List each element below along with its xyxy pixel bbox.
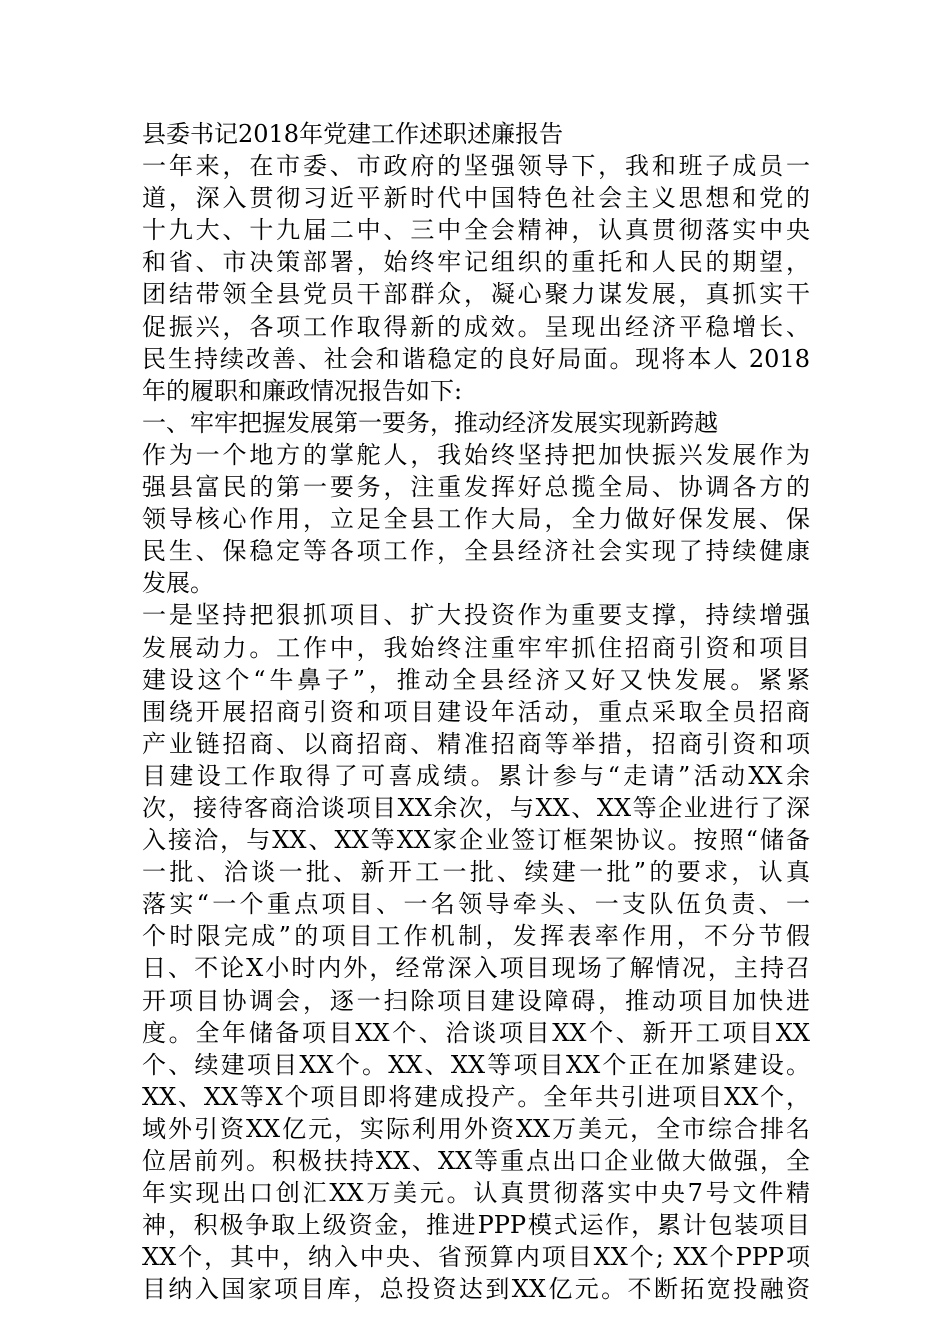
text-line: 入接洽，与XX、XX等XX家企业签订框架协议。按照“储备 (142, 826, 810, 855)
text-line: 民生、保稳定等各项工作，全县经济社会实现了持续健康 (142, 537, 810, 566)
text-line: 日、不论X小时内外，经常深入项目现场了解情况，主持召 (142, 954, 810, 983)
text-line: 个时限完成”的项目工作机制，发挥表率作用，不分节假 (142, 922, 810, 951)
text-line: 一批、洽谈一批、新开工一批、续建一批”的要求，认真 (142, 858, 810, 887)
text-line: 一年来，在市委、市政府的坚强领导下，我和班子成员一 (142, 152, 810, 181)
text-line: 十九大、十九届二中、三中全会精神，认真贯彻落实中央 (142, 216, 810, 245)
text-line: 年的履职和廉政情况报告如下: (142, 376, 463, 405)
text-line: 位居前列。积极扶持XX、XX等重点出口企业做大做强，全 (142, 1147, 810, 1175)
text-line: 落实“一个重点项目、一名领导牵头、一支队伍负责、一 (142, 890, 810, 919)
text-line: 神，积极争取上级资金，推进PPP模式运作，累计包装项目 (142, 1211, 810, 1240)
text-line: 建设这个“牛鼻子”，推动全县经济又好又快发展。紧紧 (142, 665, 810, 694)
text-line: 促振兴，各项工作取得新的成效。呈现出经济平稳增长、 (142, 312, 810, 341)
document-body (142, 118, 810, 1305)
document-title: 县委书记2018年党建工作述职述廉报告 (142, 120, 564, 148)
text-line: XX、XX等X个项目即将建成投产。全年共引进项目XX个， (142, 1082, 810, 1111)
text-line: 年实现出口创汇XX万美元。认真贯彻落实中央7号文件精 (142, 1179, 810, 1208)
text-line: 一是坚持把狠抓项目、扩大投资作为重要支撑，持续增强 (142, 601, 810, 630)
text-line: 作为一个地方的掌舵人，我始终坚持把加快振兴发展作为 (142, 440, 810, 469)
text-line: 一、牢牢把握发展第一要务，推动经济发展实现新跨越 (142, 408, 718, 437)
text-line: 和省、市决策部署，始终牢记组织的重托和人民的期望， (142, 248, 810, 277)
text-line: 民生持续改善、社会和谐稳定的良好局面。现将本人 2018 (142, 344, 810, 373)
text-line: 强县富民的第一要务，注重发挥好总揽全局、协调各方的 (142, 473, 810, 502)
text-line: 发展。 (142, 569, 214, 598)
text-line: XX个，其中，纳入中央、省预算内项目XX个; XX个PPP项 (142, 1243, 810, 1272)
text-line: 目建设工作取得了可喜成绩。累计参与“走请”活动XX余 (142, 761, 810, 790)
text-line: 团结带领全县党员干部群众，凝心聚力谋发展，真抓实干 (142, 280, 810, 309)
text-line: 产业链招商、以商招商、精准招商等举措，招商引资和项 (142, 729, 810, 758)
text-line: 发展动力。工作中，我始终注重牢牢抓住招商引资和项目 (142, 633, 810, 662)
text-line: 开项目协调会，逐一扫除项目建设障碍，推动项目加快进 (142, 986, 810, 1015)
text-line: 道，深入贯彻习近平新时代中国特色社会主义思想和党的 (142, 184, 810, 213)
document-text (142, 150, 810, 1305)
text-line: 次，接待客商洽谈项目XX余次，与XX、XX等企业进行了深 (142, 793, 810, 822)
text-line: 度。全年储备项目XX个、洽谈项目XX个、新开工项目XX (142, 1018, 810, 1047)
text-line: 围绕开展招商引资和项目建设年活动，重点采取全员招商 (142, 697, 810, 726)
text-line: 目纳入国家项目库，总投资达到XX亿元。不断拓宽投融资 (142, 1275, 810, 1304)
text-line: 个、续建项目XX个。XX、XX等项目XX个正在加紧建设。 (142, 1050, 810, 1079)
text-line: 域外引资XX亿元，实际利用外资XX万美元，全市综合排名 (142, 1114, 810, 1143)
text-line: 领导核心作用，立足全县工作大局，全力做好保发展、保 (142, 505, 810, 534)
